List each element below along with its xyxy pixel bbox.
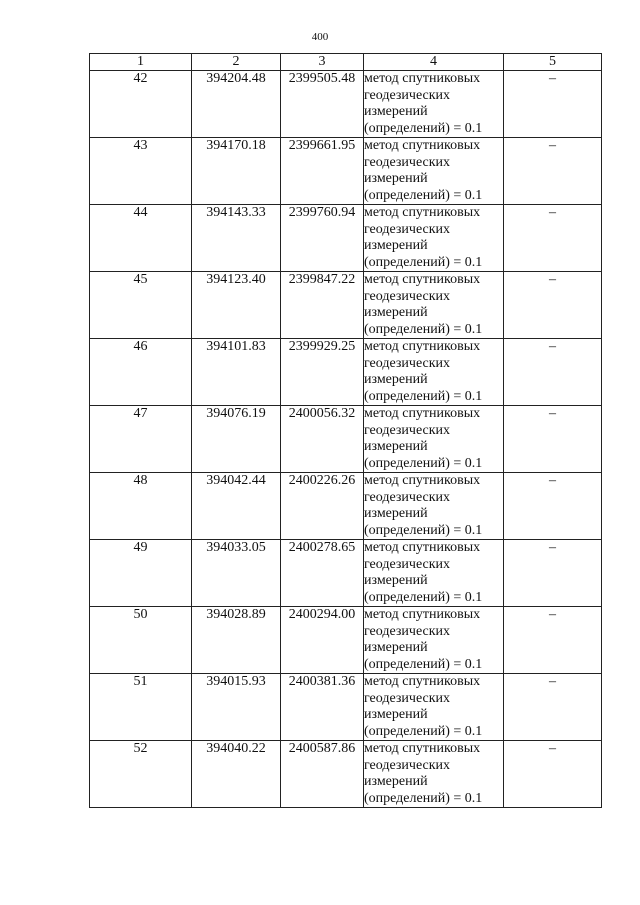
method-line: геодезических bbox=[364, 623, 451, 639]
method-cell bbox=[364, 138, 504, 205]
x-coordinate-cell: 394028.89 bbox=[192, 607, 281, 674]
point-number-cell: 42 bbox=[90, 71, 192, 138]
method-line: геодезических bbox=[364, 355, 451, 371]
x-coordinate-cell: 394015.93 bbox=[192, 674, 281, 741]
page-number: 400 bbox=[311, 31, 329, 43]
method-line: геодезических bbox=[364, 221, 451, 237]
method-line: (определений) = 0.1 bbox=[364, 589, 483, 605]
method-line: измерений bbox=[364, 573, 428, 588]
table-row bbox=[90, 674, 602, 741]
method-line: (определений) = 0.1 bbox=[364, 522, 483, 538]
point-number-cell: 45 bbox=[90, 272, 192, 339]
note-cell: – bbox=[504, 339, 602, 406]
method-line: (определений) = 0.1 bbox=[364, 321, 483, 337]
x-coordinate-cell: 394123.40 bbox=[192, 272, 281, 339]
note-cell: – bbox=[504, 607, 602, 674]
note-cell: – bbox=[504, 71, 602, 138]
y-coordinate-cell: 2400381.36 bbox=[281, 674, 364, 741]
table-row bbox=[90, 607, 602, 674]
y-coordinate-cell: 2400587.86 bbox=[281, 741, 364, 808]
table-row bbox=[90, 205, 602, 272]
method-line: (определений) = 0.1 bbox=[364, 254, 483, 270]
point-number-cell: 44 bbox=[90, 205, 192, 272]
note-cell: – bbox=[504, 406, 602, 473]
x-coordinate-cell: 394143.33 bbox=[192, 205, 281, 272]
x-coordinate-cell: 394042.44 bbox=[192, 473, 281, 540]
method-line: метод спутниковых bbox=[364, 339, 481, 354]
method-line: геодезических bbox=[364, 690, 451, 706]
y-coordinate-cell: 2399929.25 bbox=[281, 339, 364, 406]
method-line: метод спутниковых bbox=[364, 674, 481, 689]
method-line: метод спутниковых bbox=[364, 607, 481, 622]
point-number-cell: 47 bbox=[90, 406, 192, 473]
method-cell bbox=[364, 741, 504, 808]
method-line: геодезических bbox=[364, 422, 451, 438]
y-coordinate-cell: 2400294.00 bbox=[281, 607, 364, 674]
method-line: метод спутниковых bbox=[364, 741, 481, 756]
method-line: измерений bbox=[364, 640, 428, 655]
method-line: измерений bbox=[364, 238, 428, 253]
method-line: измерений bbox=[364, 305, 428, 320]
note-cell: – bbox=[504, 138, 602, 205]
method-line: (определений) = 0.1 bbox=[364, 388, 483, 404]
method-line: метод спутниковых bbox=[364, 71, 481, 86]
x-coordinate-cell: 394033.05 bbox=[192, 540, 281, 607]
method-cell bbox=[364, 473, 504, 540]
y-coordinate-cell: 2400278.65 bbox=[281, 540, 364, 607]
column-header-2: 2 bbox=[192, 54, 281, 71]
x-coordinate-cell: 394076.19 bbox=[192, 406, 281, 473]
method-line: измерений bbox=[364, 707, 428, 722]
column-header-4: 4 bbox=[364, 54, 504, 71]
method-line: измерений bbox=[364, 171, 428, 186]
x-coordinate-cell: 394101.83 bbox=[192, 339, 281, 406]
point-number-cell: 43 bbox=[90, 138, 192, 205]
method-line: метод спутниковых bbox=[364, 272, 481, 287]
x-coordinate-cell: 394204.48 bbox=[192, 71, 281, 138]
note-cell: – bbox=[504, 741, 602, 808]
method-line: (определений) = 0.1 bbox=[364, 120, 483, 136]
point-number-cell: 49 bbox=[90, 540, 192, 607]
note-cell: – bbox=[504, 540, 602, 607]
note-cell: – bbox=[504, 473, 602, 540]
method-cell bbox=[364, 674, 504, 741]
table-row bbox=[90, 473, 602, 540]
method-cell bbox=[364, 205, 504, 272]
y-coordinate-cell: 2400226.26 bbox=[281, 473, 364, 540]
point-number-cell: 46 bbox=[90, 339, 192, 406]
x-coordinate-cell: 394170.18 bbox=[192, 138, 281, 205]
y-coordinate-cell: 2399760.94 bbox=[281, 205, 364, 272]
method-line: (определений) = 0.1 bbox=[364, 656, 483, 672]
x-coordinate-cell: 394040.22 bbox=[192, 741, 281, 808]
method-cell bbox=[364, 406, 504, 473]
method-line: метод спутниковых bbox=[364, 473, 481, 488]
point-number-cell: 52 bbox=[90, 741, 192, 808]
method-line: измерений bbox=[364, 372, 428, 387]
method-line: геодезических bbox=[364, 154, 451, 170]
note-cell: – bbox=[504, 674, 602, 741]
table-row bbox=[90, 741, 602, 808]
method-line: измерений bbox=[364, 104, 428, 119]
method-cell bbox=[364, 540, 504, 607]
note-cell: – bbox=[504, 205, 602, 272]
table-row bbox=[90, 71, 602, 138]
method-line: геодезических bbox=[364, 87, 451, 103]
method-line: метод спутниковых bbox=[364, 540, 481, 555]
table-row bbox=[90, 339, 602, 406]
method-line: (определений) = 0.1 bbox=[364, 187, 483, 203]
y-coordinate-cell: 2399661.95 bbox=[281, 138, 364, 205]
y-coordinate-cell: 2399505.48 bbox=[281, 71, 364, 138]
table-header-row bbox=[90, 54, 602, 71]
method-cell bbox=[364, 272, 504, 339]
method-cell bbox=[364, 607, 504, 674]
column-header-1: 1 bbox=[90, 54, 192, 71]
method-line: метод спутниковых bbox=[364, 406, 481, 421]
method-cell bbox=[364, 71, 504, 138]
table-body bbox=[90, 71, 602, 808]
table-row bbox=[90, 540, 602, 607]
method-line: геодезических bbox=[364, 288, 451, 304]
method-line: метод спутниковых bbox=[364, 138, 481, 153]
column-header-5: 5 bbox=[504, 54, 602, 71]
method-line: геодезических bbox=[364, 556, 451, 572]
table-row bbox=[90, 138, 602, 205]
method-line: геодезических bbox=[364, 757, 451, 773]
method-line: измерений bbox=[364, 506, 428, 521]
method-line: измерений bbox=[364, 439, 428, 454]
table-row bbox=[90, 272, 602, 339]
method-line: (определений) = 0.1 bbox=[364, 455, 483, 471]
column-header-3: 3 bbox=[281, 54, 364, 71]
y-coordinate-cell: 2399847.22 bbox=[281, 272, 364, 339]
method-line: (определений) = 0.1 bbox=[364, 790, 483, 806]
method-line: (определений) = 0.1 bbox=[364, 723, 483, 739]
point-number-cell: 51 bbox=[90, 674, 192, 741]
point-number-cell: 50 bbox=[90, 607, 192, 674]
note-cell: – bbox=[504, 272, 602, 339]
method-line: измерений bbox=[364, 774, 428, 789]
coordinates-table bbox=[89, 53, 602, 808]
method-cell bbox=[364, 339, 504, 406]
y-coordinate-cell: 2400056.32 bbox=[281, 406, 364, 473]
method-line: метод спутниковых bbox=[364, 205, 481, 220]
table-row bbox=[90, 406, 602, 473]
point-number-cell: 48 bbox=[90, 473, 192, 540]
method-line: геодезических bbox=[364, 489, 451, 505]
